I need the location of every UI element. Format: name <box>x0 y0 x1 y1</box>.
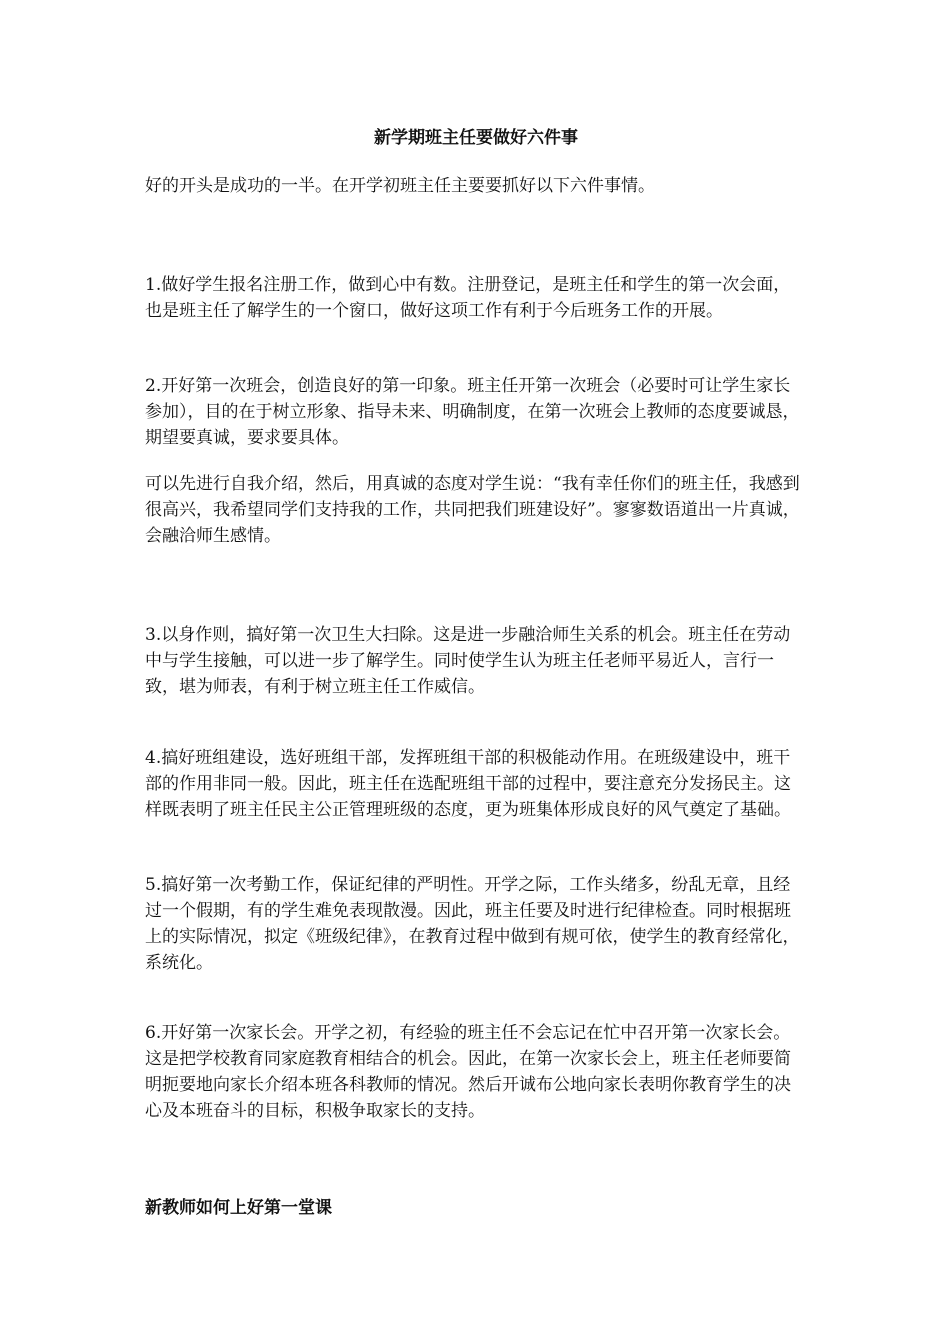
paragraph-self-intro: 可以先进行自我介绍，然后，用真诚的态度对学生说：“我有幸任你们的班主任，我感到很高兴，我希望同学们支持我的工作，共同把我们班建设好”。寥寥数语道出一片真诚，会融洽师生感情。 <box>145 474 800 546</box>
paragraph-item-1: 1.做好学生报名注册工作，做到心中有数。注册登记，是班主任和学生的第一次会面，也是班主任了解学生的一个窗口，做好这项工作有利于今后班务工作的开展。 <box>145 275 791 321</box>
paragraph-item-5: 5.搞好第一次考勤工作，保证纪律的严明性。开学之际，工作头绪多，纷乱无章，且经过一个假期，有的学生难免表现散漫。因此，班主任要及时进行纪律检查。同时根据班上的实际情况，拟定《班级纪律》，在教育过程中做到有规可依，使学生的教育经常化，系统化。 <box>145 875 800 973</box>
document-title: 新学期班主任要做好六件事 <box>374 128 578 148</box>
intro-paragraph: 好的开头是成功的一半。在开学初班主任主要要抓好以下六件事情。 <box>145 176 655 196</box>
paragraph-item-3: 3.以身作则，搞好第一次卫生大扫除。这是进一步融洽师生关系的机会。班主任在劳动中与学生接触，可以进一步了解学生。同时使学生认为班主任老师平易近人，言行一致，堪为师表，有利于树立班主任工作威信。 <box>145 625 791 697</box>
paragraph-item-6: 6.开好第一次家长会。开学之初，有经验的班主任不会忘记在忙中召开第一次家长会。这是把学校教育同家庭教育相结合的机会。因此，在第一次家长会上，班主任老师要简明扼要地向家长介绍本班各科教师的情况。然后开诚布公地向家长表明你教育学生的决心及本班奋斗的目标，积极争取家长的支持。 <box>145 1023 791 1121</box>
paragraph-item-2: 2.开好第一次班会，创造良好的第一印象。班主任开第一次班会（必要时可让学生家长参加），目的在于树立形象、指导未来、明确制度，在第一次班会上教师的态度要诚恳，期望要真诚，要求要具体。 <box>145 376 800 448</box>
next-section-heading: 新教师如何上好第一堂课 <box>145 1198 332 1218</box>
paragraph-item-4: 4.搞好班组建设，选好班组干部，发挥班组干部的积极能动作用。在班级建设中，班干部的作用非同一般。因此，班主任在选配班组干部的过程中，要注意充分发扬民主。这样既表明了班主任民主公正管理班级的态度，更为班集体形成良好的风气奠定了基础。 <box>145 748 791 820</box>
